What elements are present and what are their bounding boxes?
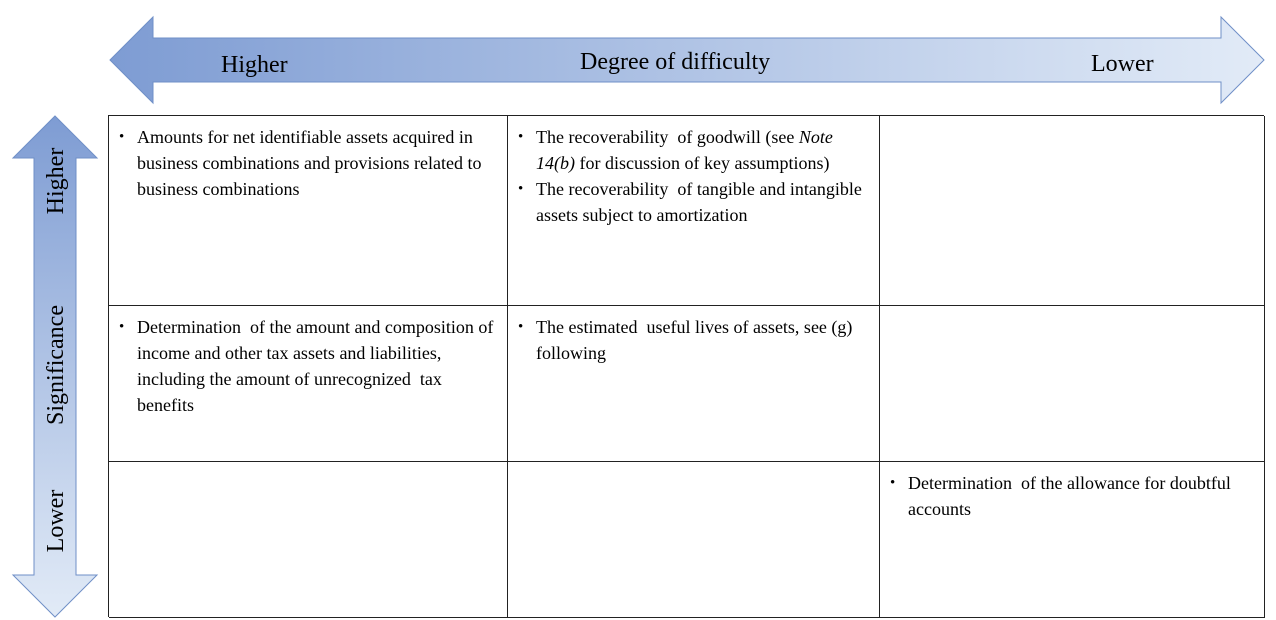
note-reference: Note 14(b) [536, 127, 833, 173]
estimate-matrix [108, 115, 1264, 617]
significance-lower-label: Lower [43, 489, 69, 553]
bullet-item: • The recoverability of tangible and intangible assets subject to amortization [518, 176, 869, 228]
significance-higher-label: Higher [43, 147, 69, 215]
bullet-item: • The estimated useful lives of assets, see (g) following [518, 314, 869, 366]
bullet-item: • Amounts for net identifiable assets acquired in business combinations and provisions related to business combinations [119, 124, 497, 202]
bullet-item: • The recoverability of goodwill (see Note 14(b) for discussion of key assumptions) [518, 124, 869, 176]
cell-low-significance-medium-difficulty [508, 462, 880, 618]
bullet-item: • Determination of the allowance for doubtful accounts [890, 470, 1254, 522]
cell-low-significance-high-difficulty [109, 462, 508, 618]
significance-axis-title: Significance [43, 305, 69, 425]
cell-medium-significance-medium-difficulty [508, 306, 880, 462]
difficulty-lower-label: Lower [1091, 51, 1154, 77]
cell-high-significance-medium-difficulty [508, 116, 880, 306]
difficulty-axis-title: Degree of difficulty [580, 49, 771, 75]
cell-high-significance-high-difficulty [109, 116, 508, 306]
bullet-item: • Determination of the amount and composition of income and other tax assets and liabilities, including the amount of unrecognized tax benefits [119, 314, 497, 418]
cell-medium-significance-high-difficulty [109, 306, 508, 462]
cell-medium-significance-low-difficulty [880, 306, 1265, 462]
difficulty-higher-label: Higher [221, 52, 288, 78]
cell-high-significance-low-difficulty [880, 116, 1265, 306]
cell-low-significance-low-difficulty [880, 462, 1265, 618]
